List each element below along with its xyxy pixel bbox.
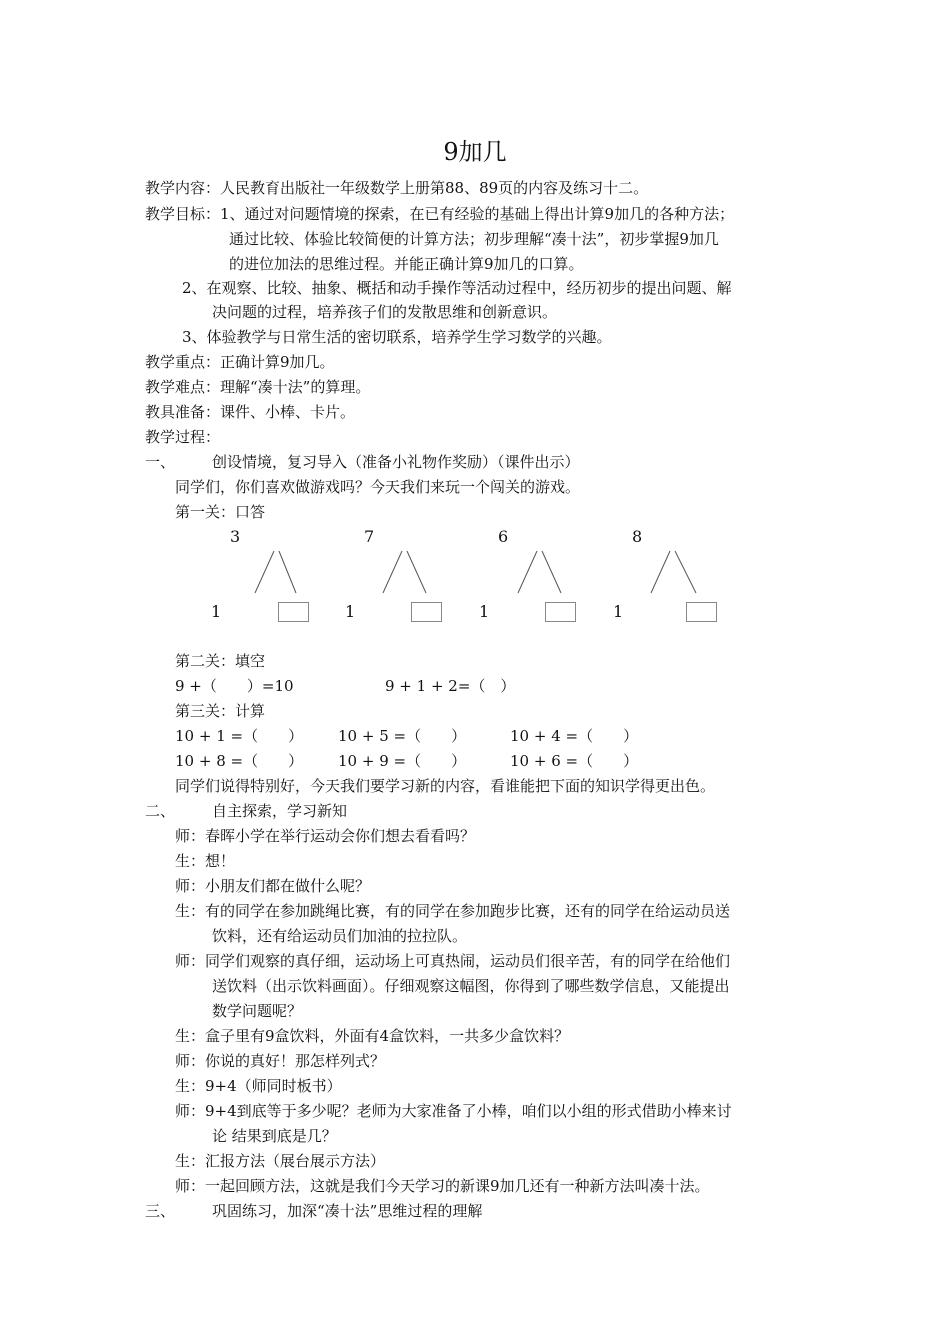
tree-2-right-branch — [407, 551, 426, 593]
level-2-label: 第二关：填空 — [175, 652, 266, 670]
section-2-title: 自主探索，学习新知 — [212, 802, 348, 820]
teaching-tools: 教具准备：课件、小棒、卡片。 — [145, 403, 356, 421]
calc-item: 10 + 9 =（ ） — [338, 752, 467, 770]
section-1-number: 一、 — [145, 453, 176, 471]
calc-item: 10 + 5 =（ ） — [338, 727, 467, 745]
teaching-goal-2-line-1: 2、在观察、比较、抽象、概括和动手操作等活动过程中，经历初步的提出问题、解 — [182, 279, 732, 297]
tree-2-answer-box[interactable] — [411, 602, 442, 622]
tree-2-top-number: 7 — [364, 527, 375, 546]
dialog-line: 生：盒子里有9盒饮料，外面有4盒饮料，一共多少盒饮料？ — [175, 1027, 570, 1045]
tree-3-top-number: 6 — [498, 527, 509, 546]
dialog-line: 生：有的同学在参加跳绳比赛，有的同学在参加跑步比赛，还有的同学在给运动员送 — [175, 902, 731, 920]
fill-blank-2: 9 + 1 + 2=（ ） — [385, 677, 516, 695]
tree-3-left-number: 1 — [479, 602, 490, 621]
tree-2-left-branch — [383, 551, 402, 593]
section-1-praise: 同学们说得特别好，今天我们要学习新的内容，看谁能把下面的知识学得更出色。 — [175, 777, 716, 795]
teaching-process-heading: 教学过程： — [145, 428, 221, 446]
level-1-label: 第一关：口答 — [175, 503, 266, 521]
dialog-line: 送饮料（出示饮料画面）。仔细观察这幅图，你得到了哪些数学信息，又能提出 — [212, 977, 730, 995]
tree-4-top-number: 8 — [632, 527, 643, 546]
calc-item: 10 + 1 =（ ） — [175, 727, 304, 745]
tree-1-right-branch — [279, 551, 296, 593]
tree-4-answer-box[interactable] — [686, 602, 717, 622]
tree-4-right-branch — [675, 551, 696, 593]
dialog-line: 师：小朋友们都在做什么呢？ — [175, 877, 371, 895]
level-3-label: 第三关：计算 — [175, 702, 266, 720]
dialog-line: 师：一起回顾方法，这就是我们今天学习的新课9加几还有一种新方法叫凑十法。 — [175, 1177, 710, 1195]
dialog-line: 师：同学们观察的真仔细，运动场上可真热闹，运动员们很辛苦，有的同学在给他们 — [175, 952, 731, 970]
calc-item: 10 + 6 =（ ） — [510, 752, 639, 770]
tree-1-answer-box[interactable] — [278, 602, 309, 622]
tree-4-left-number: 1 — [613, 602, 624, 621]
teaching-difficulty: 教学难点：理解“凑十法”的算理。 — [145, 378, 371, 396]
teaching-key-point: 教学重点：正确计算9加几。 — [145, 353, 335, 371]
section-1-title: 创设情境，复习导入（准备小礼物作奖励）（课件出示） — [212, 453, 580, 471]
dialog-line: 生：9+4（师同时板书） — [175, 1077, 342, 1095]
section-3-title: 巩固练习，加深“凑十法”思维过程的理解 — [212, 1202, 483, 1220]
dialog-line: 饮料，还有给运动员们加油的拉拉队。 — [212, 927, 468, 945]
page-title: 9加几 — [443, 138, 507, 166]
section-1-intro: 同学们，你们喜欢做游戏吗？今天我们来玩一个闯关的游戏。 — [175, 478, 581, 496]
tree-1-top-number: 3 — [230, 527, 241, 546]
tree-1-left-number: 1 — [211, 602, 222, 621]
teaching-goal-1-line-3: 的进位加法的思维过程。并能正确计算9加几的口算。 — [229, 255, 584, 273]
tree-4-left-branch — [651, 551, 670, 593]
dialog-line: 师：9+4到底等于多少呢？老师为大家准备了小棒，咱们以小组的形式借助小棒来讨 — [175, 1102, 732, 1120]
tree-3-left-branch — [518, 551, 537, 593]
tree-1-left-branch — [255, 551, 274, 593]
teaching-goal-3: 3、体验教学与日常生活的密切联系，培养学生学习数学的兴趣。 — [182, 328, 612, 346]
section-3-number: 三、 — [145, 1202, 176, 1220]
tree-3-answer-box[interactable] — [545, 602, 576, 622]
dialog-line: 师：春晖小学在举行运动会你们想去看看吗？ — [175, 827, 476, 845]
dialog-line: 生：想！ — [175, 852, 236, 870]
tree-2-left-number: 1 — [345, 602, 356, 621]
dialog-line: 生：汇报方法（展台展示方法） — [175, 1152, 386, 1170]
tree-3-right-branch — [542, 551, 561, 593]
section-2-number: 二、 — [145, 802, 176, 820]
dialog-line: 师：你说的真好！那怎样列式？ — [175, 1052, 386, 1070]
dialog-line: 数学问题呢？ — [212, 1002, 303, 1020]
teaching-goal-2-line-2: 决问题的过程，培养孩子们的发散思维和创新意识。 — [212, 303, 558, 321]
dialog-line: 论 结果到底是几？ — [212, 1127, 337, 1145]
calc-item: 10 + 4 =（ ） — [510, 727, 639, 745]
fill-blank-1: 9 +（ ）=10 — [175, 677, 294, 695]
calc-item: 10 + 8 =（ ） — [175, 752, 304, 770]
teaching-goal-1-line-1: 教学目标：1、通过对问题情境的探索，在已有经验的基础上得出计算9加几的各种方法； — [145, 205, 735, 223]
teaching-content: 教学内容：人民教育出版社一年级数学上册第88、89页的内容及练习十二。 — [145, 179, 649, 197]
teaching-goal-1-line-2: 通过比较、体验比较简便的计算方法；初步理解“凑十法”，初步掌握9加几 — [229, 230, 719, 248]
